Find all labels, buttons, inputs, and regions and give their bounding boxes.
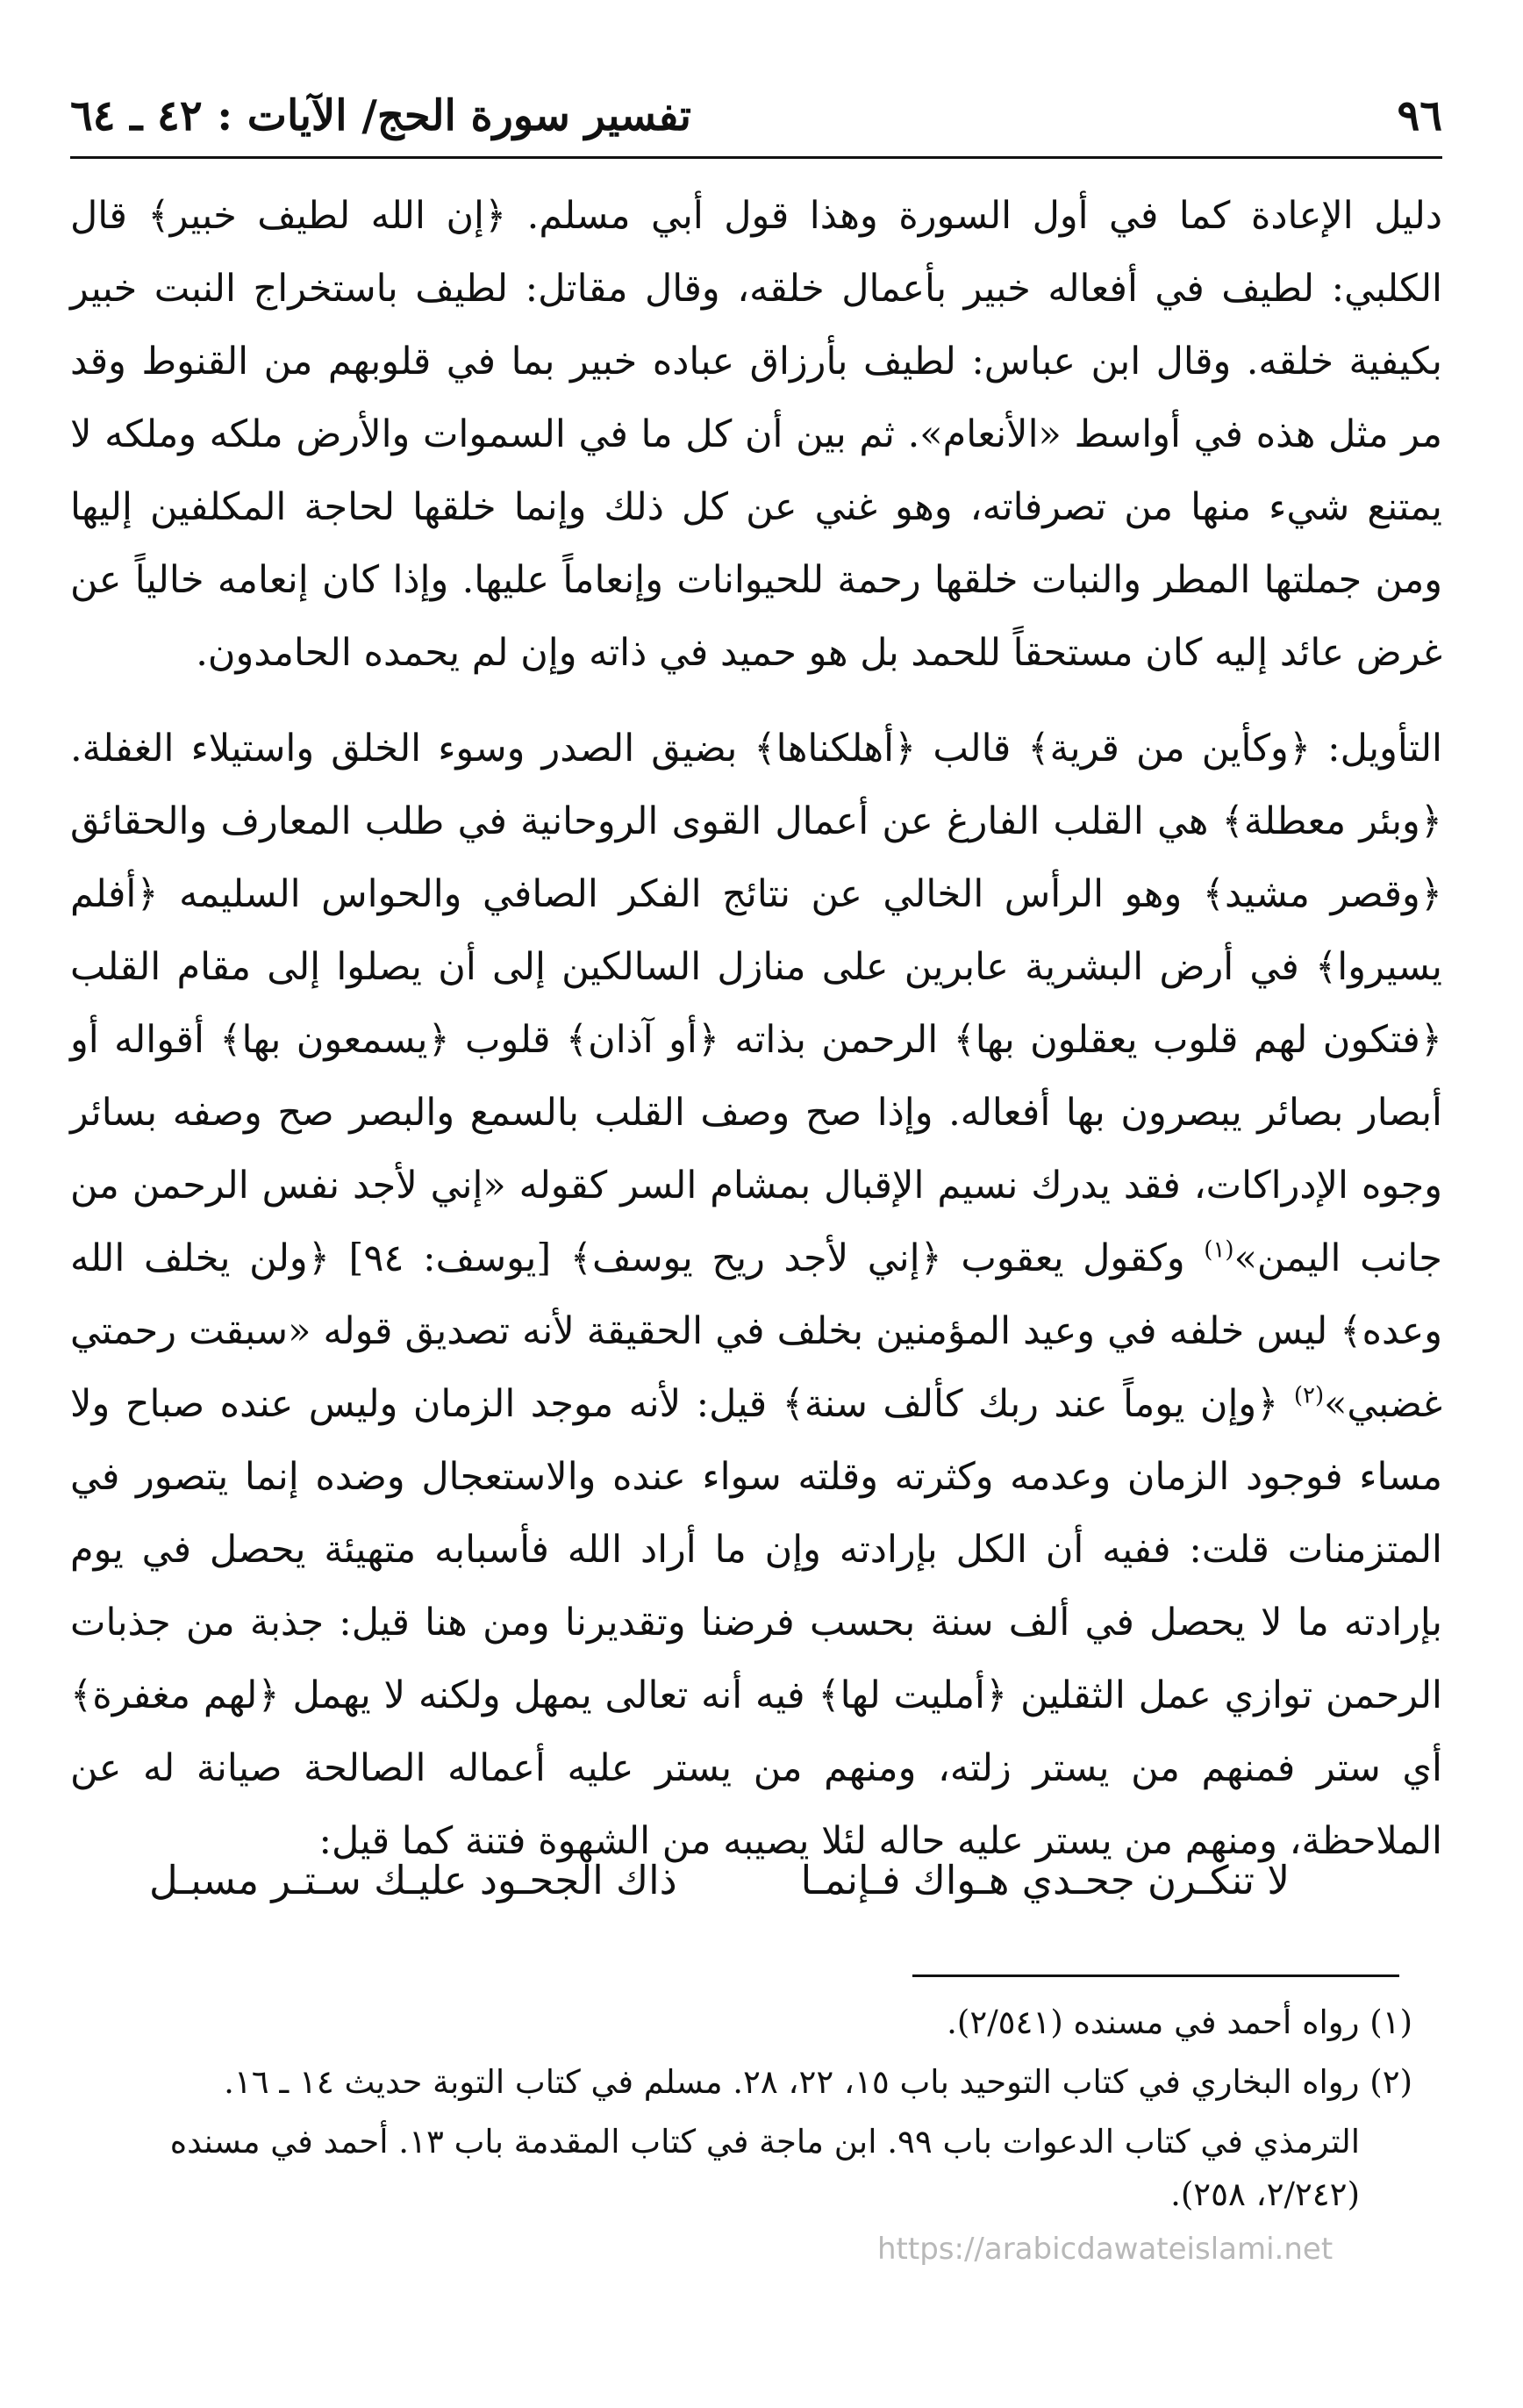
footnote-2: (٢) رواه البخاري في كتاب التوحيد باب ١٥، ٢٢، ٢٨. مسلم في كتاب التوبة حديث ١٤ ـ ١٦. xyxy=(224,2063,1412,2101)
tawil-text-part-3: ﴿وإن يوماً عند ربك كألف سنة﴾ قيل: لأنه موجد الزمان وليس عنده صباح ولا مساء فوجود الزمان وعدمه وكثرته وقلته سواء عنده والاستعجال وضده إنما يتصور في المتزمنات قلت: ففيه أن الكل بإرادته وإن ما أراد الله فأسبابه متهيئة يحصل في يوم بإرادته ما لا يحصل في ألف سنة بحسب فرضنا وتقديرنا ومن هنا قيل: جذبة من جذبات الرحمن توازي عمل الثقلين ﴿أمليت لها﴾ فيه أنه تعالى يمهل ولكنه لا يهمل ﴿لهم مغفرة﴾ أي ستر فمنهم من يستر زلته، ومنهم من يستر عليه أعماله الصالحة صيانة له عن الملاحظة، ومنهم من يستر عليه حاله لئلا يصيبه من الشهوة فتنة كما قيل: xyxy=(70,1382,1442,1863)
footnote-2-continued: الترمذي في كتاب الدعوات باب ٩٩. ابن ماجة في كتاب المقدمة باب ١٣. أحمد في مسنده (٢/٢٤٢، ٢٥٨). xyxy=(169,2123,1360,2213)
footnote-ref-2[interactable]: (٢) xyxy=(1293,1382,1325,1409)
main-text xyxy=(70,180,1442,1878)
running-header xyxy=(70,86,1442,159)
paragraph-tawil xyxy=(70,713,1442,1878)
verse-hemistich-1: لا تنكـرن جحـدي هـواك فـإنمـا xyxy=(800,1857,1290,1903)
header-title: تفسير سورة الحج/ الآيات : ٤٢ ـ ٦٤ xyxy=(70,91,691,140)
footnote-ref-1[interactable]: (١) xyxy=(1204,1236,1234,1264)
page-number: ٩٦ xyxy=(1397,91,1442,140)
paragraph-tafsir: دليل الإعادة كما في أول السورة وهذا قول أبي مسلم. ﴿إن الله لطيف خبير﴾ قال الكلبي: لطيف في أفعاله خبير بأعمال خلقه، وقال مقاتل: لطيف باستخراج النبت خبير بكيفية خلقه. وقال ابن عباس: لطيف بأرزاق عباده خبير بما في قلوبهم من القنوط وقد مر مثل هذه في أواسط «الأنعام». ثم بين أن كل ما في السموات والأرض ملكه وملكه لا يمتنع شيء منها من تصرفاته، وهو غني عن كل ذلك وإنما خلقها لحاجة المكلفين إليها ومن جملتها المطر والنبات خلقها رحمة للحيوانات وإنعاماً عليها. وإذا كان إنعامه خالياً عن غرض عائد إليه كان مستحقاً للحمد بل هو حميد في ذاته وإن لم يحمده الحامدون. xyxy=(70,194,1442,675)
tawil-text-part-2: وكقول يعقوب ﴿إني لأجد ريح يوسف﴾ [يوسف: ٩٤] ﴿ولن يخلف الله وعده﴾ ليس خلفه في وعيد المؤمنين بخلف في الحقيقة لأنه تصديق قوله «سبقت رحمتي غضبي» xyxy=(70,1236,1442,1426)
footnotes xyxy=(70,1996,1412,2228)
footnote-1: (١) رواه أحمد في مسنده (٢/٥٤١). xyxy=(947,2003,1412,2041)
tawil-text-part-1: التأويل: ﴿وكأين من قرية﴾ قالب ﴿أهلكناها﴾ بضيق الصدر وسوء الخلق واستيلاء الغفلة. ﴿وبئر معطلة﴾ هي القلب الفارغ عن أعمال القوى الروحانية في طلب المعارف والحقائق ﴿وقصر مشيد﴾ وهو الرأس الخالي عن نتائج الفكر الصافي والحواس السليمه ﴿أفلم يسيروا﴾ في أرض البشرية عابرين على منازل السالكين إلى أن يصلوا إلى مقام القلب ﴿فتكون لهم قلوب يعقلون بها﴾ الرحمن بذاته ﴿أو آذان﴾ قلوب ﴿يسمعون بها﴾ أقواله أو أبصار بصائر يبصرون بها أفعاله. وإذا صح وصف القلب بالسمع والبصر صح وصفه بسائر وجوه الإدراكات، فقد يدرك نسيم الإقبال بمشام السر كقوله «إني لأجد نفس الرحمن من جانب اليمن» xyxy=(70,727,1443,1280)
watermark-url: https://arabicdawateislami.net xyxy=(877,2232,1334,2267)
footnote-divider xyxy=(912,1974,1399,1977)
poetry-verse xyxy=(149,1857,1290,1903)
verse-hemistich-2: ذاك الجحـود عليـك سـتـر مسبـل xyxy=(149,1857,677,1903)
